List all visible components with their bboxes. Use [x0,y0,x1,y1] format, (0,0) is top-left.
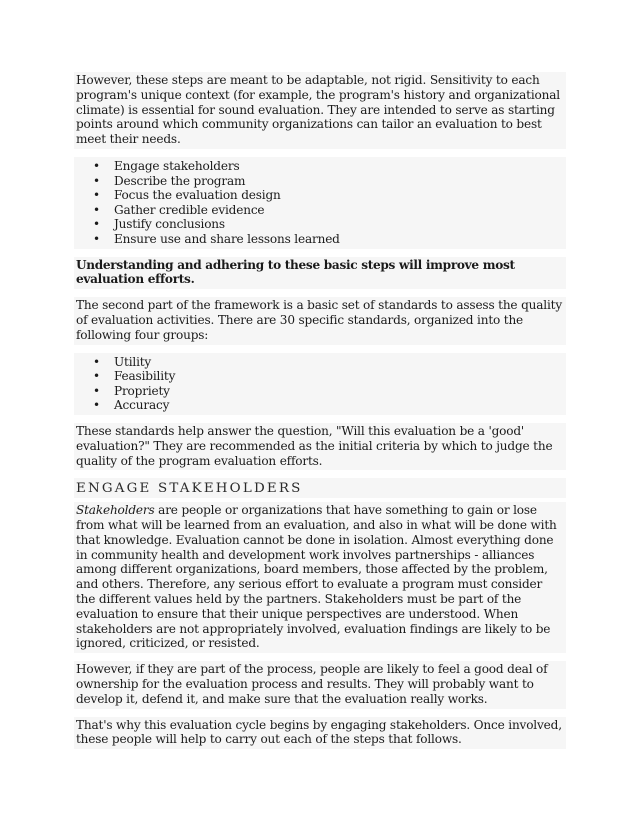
standards-help-paragraph: These standards help answer the question, "Will this evaluation be a 'good' evaluation?" They are recommended as the initial criteria by which to judge the quality of the program evaluation efforts. [76,423,553,468]
second-part-paragraph: The second part of the framework is a basic set of standards to assess the quality of evaluation activities. There are 30 specific standards, organized into the following four groups: [76,298,562,342]
ownership-paragraph: However, if they are part of the process, people are likely to feel a good deal of ownership for the evaluation process and results. They will probably want to develop it, defend it, and make sure that the evaluation really works. [76,662,548,706]
list-item: • Describe the program [76,174,562,189]
standards-list [76,355,562,413]
list-item: • Engage stakeholders [76,159,562,174]
ownership-block [74,661,566,708]
cycle-paragraph: That's why this evaluation cycle begins by engaging stakeholders. Once involved, these people will help to carry out each of the steps that follows. [76,717,562,747]
stakeholders-definition: are people or organizations that have something to gain or lose from what will be learned from an evaluation, and also in what will be done with that knowledge. Evaluation cannot be done in isolation. Almost everything done in community health and development work involves partnerships - alliances among different organizations, board members, those affected by the problem, and others. Therefore, any serious effort to evaluate a program must consider the different values held by the partners. Stakeholders must be part of the evaluation to ensure that their unique perspectives are understood. When stakeholders are not appropriately involved, evaluation findings are likely to be ignored, criticized, or resisted. [76,503,557,651]
list-item: • Focus the evaluation design [76,188,562,203]
document-page [74,72,566,757]
list-item: • Gather credible evidence [76,203,562,218]
second-part-block [74,297,566,344]
intro-paragraph: However, these steps are meant to be adaptable, not rigid. Sensitivity to each program's unique context (for example, the program's history and organizational climate) is essential for sound evaluation. They are intended to serve as starting points around which community organizations can tailor an evaluation to best meet their needs. [76,73,560,147]
bold-statement-block [74,257,566,290]
stakeholders-block [74,502,566,653]
stakeholders-term: Stakeholders [76,503,155,518]
standards-list-block [74,353,566,415]
list-item: • Justify conclusions [76,217,562,232]
list-item: • Propriety [76,384,562,399]
list-item: • Accuracy [76,398,562,413]
list-item: • Utility [76,355,562,370]
bold-statement: Understanding and adhering to these basic steps will improve most evaluation efforts. [76,257,515,287]
list-item: • Feasibility [76,369,562,384]
steps-list-block [74,157,566,249]
intro-paragraph-block [74,72,566,149]
cycle-block [74,717,566,750]
section-heading: ENGAGE STAKEHOLDERS [74,478,566,498]
list-item: • Ensure use and share lessons learned [76,232,562,247]
steps-list [76,159,562,247]
stakeholders-paragraph [76,503,562,651]
standards-help-block [74,423,566,470]
